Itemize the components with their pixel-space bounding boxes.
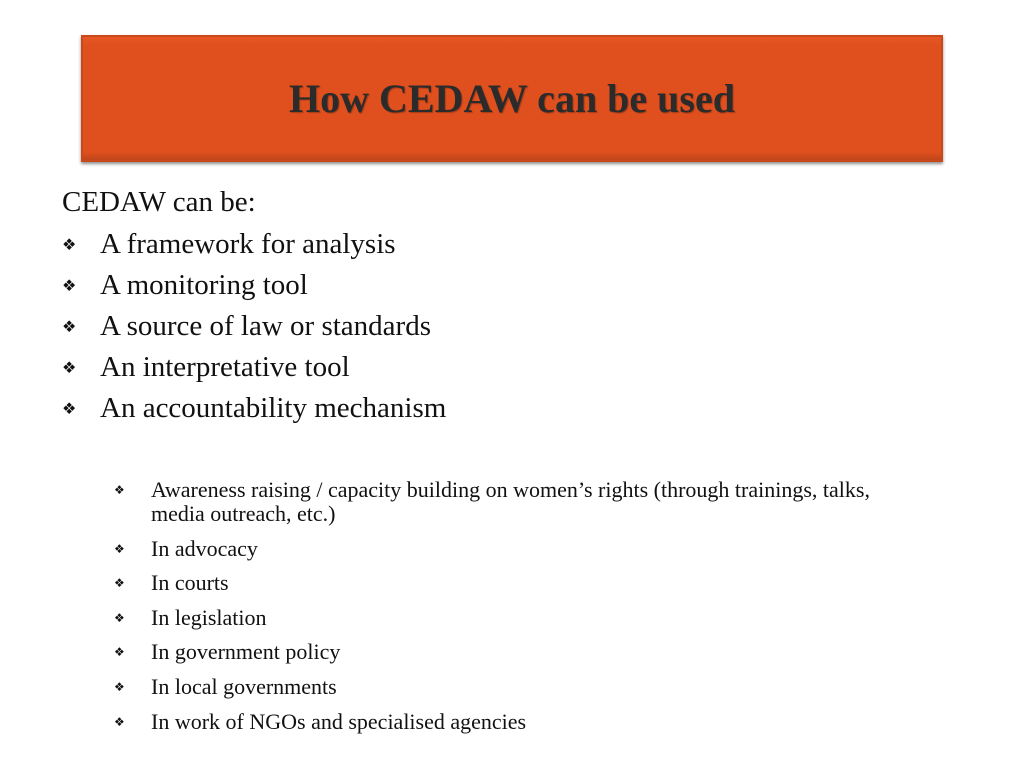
- diamond-bullet-icon: ❖: [62, 275, 77, 295]
- list-item-label: In government policy: [151, 639, 341, 665]
- list-item: [114, 606, 884, 630]
- list-item-label: In legislation: [151, 604, 267, 630]
- list-item-label: Awareness raising / capacity building on women’s rights (through trainings, talks, media outreach, etc.): [151, 477, 870, 526]
- title-banner: [81, 35, 943, 162]
- list-item: [114, 675, 884, 699]
- sub-bullet-list: [114, 478, 884, 744]
- list-item-label: In courts: [151, 570, 229, 596]
- diamond-bullet-icon: ❖: [62, 234, 77, 254]
- list-item-label: A framework for analysis: [100, 228, 396, 260]
- list-item-label: In local governments: [151, 673, 337, 699]
- list-item-label: An accountability mechanism: [100, 392, 447, 424]
- list-item-label: In advocacy: [151, 535, 258, 561]
- list-item-label: A source of law or standards: [100, 310, 431, 342]
- diamond-bullet-icon: ❖: [62, 357, 77, 377]
- diamond-bullet-icon: ❖: [114, 714, 125, 729]
- list-item-label: An interpretative tool: [100, 351, 350, 383]
- list-item: [114, 537, 884, 561]
- intro-text: CEDAW can be:: [62, 186, 256, 218]
- diamond-bullet-icon: ❖: [114, 645, 125, 660]
- list-item: [62, 388, 446, 429]
- diamond-bullet-icon: ❖: [62, 398, 77, 418]
- main-bullet-list: [62, 224, 446, 429]
- diamond-bullet-icon: ❖: [114, 576, 125, 591]
- list-item: [114, 478, 884, 526]
- list-item-label: In work of NGOs and specialised agencies: [151, 708, 527, 734]
- list-item: [62, 347, 446, 388]
- list-item: [114, 640, 884, 664]
- list-item: [62, 224, 446, 265]
- list-item: [62, 265, 446, 306]
- slide-title: How CEDAW can be used: [289, 76, 735, 121]
- diamond-bullet-icon: ❖: [114, 541, 125, 556]
- diamond-bullet-icon: ❖: [62, 316, 77, 336]
- diamond-bullet-icon: ❖: [114, 679, 125, 694]
- list-item: [114, 571, 884, 595]
- list-item-label: A monitoring tool: [100, 269, 308, 301]
- list-item: [114, 710, 884, 734]
- list-item: [62, 306, 446, 347]
- diamond-bullet-icon: ❖: [114, 483, 125, 497]
- diamond-bullet-icon: ❖: [114, 610, 125, 625]
